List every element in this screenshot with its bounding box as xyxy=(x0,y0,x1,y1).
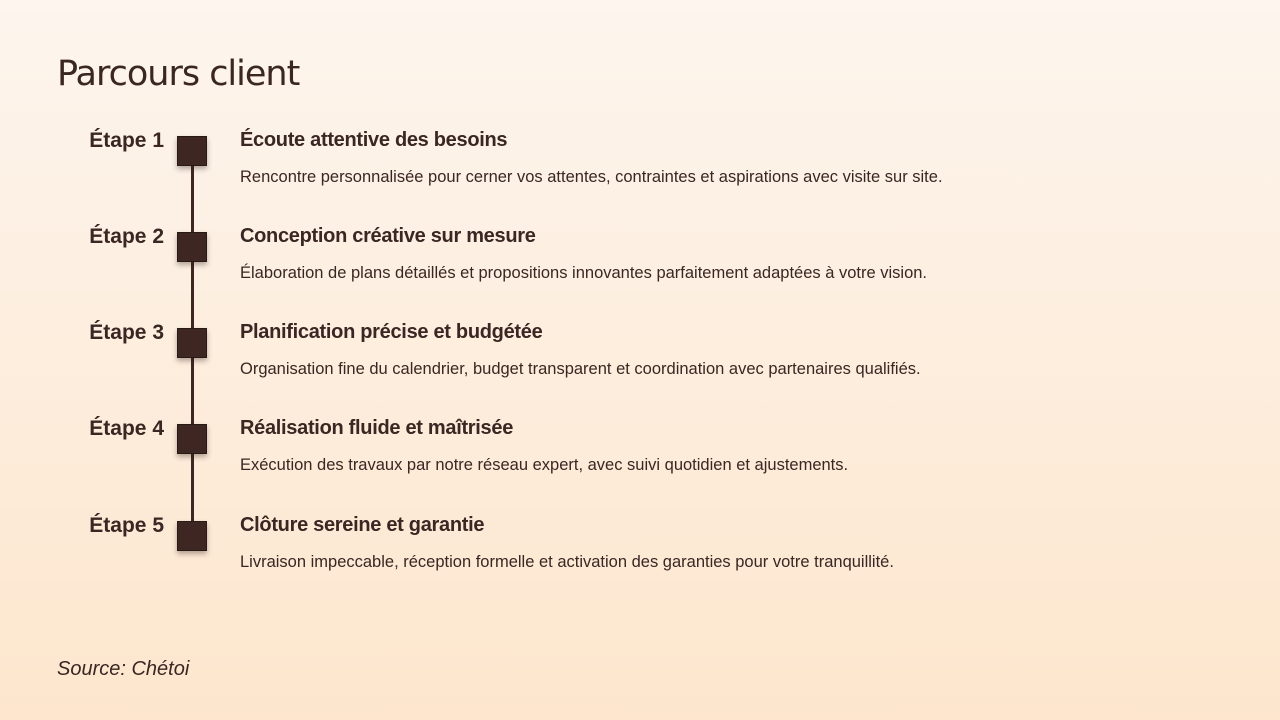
step-description: Exécution des travaux par notre réseau expert, avec suivi quotidien et ajustements. xyxy=(240,456,849,474)
timeline-step-4 xyxy=(0,416,1280,512)
step-marker xyxy=(177,232,207,262)
step-marker xyxy=(177,328,207,358)
step-marker xyxy=(177,521,207,551)
step-label: Étape 1 xyxy=(89,129,164,152)
step-title: Clôture sereine et garantie xyxy=(240,514,485,536)
timeline-step-5 xyxy=(0,513,1280,609)
timeline-step-2 xyxy=(0,224,1280,320)
step-title: Écoute attentive des besoins xyxy=(240,129,508,151)
step-description: Rencontre personnalisée pour cerner vos attentes, contraintes et aspirations avec visite sur site. xyxy=(240,168,943,186)
step-label: Étape 2 xyxy=(89,225,164,248)
step-description: Organisation fine du calendrier, budget transparent et coordination avec partenaires qualifiés. xyxy=(240,360,921,378)
step-label: Étape 3 xyxy=(89,321,164,344)
step-description: Élaboration de plans détaillés et propositions innovantes parfaitement adaptées à votre vision. xyxy=(240,264,928,282)
timeline-step-1 xyxy=(0,128,1280,224)
step-marker xyxy=(177,424,207,454)
step-label: Étape 5 xyxy=(89,514,164,537)
timeline-step-3 xyxy=(0,320,1280,416)
step-marker xyxy=(177,136,207,166)
step-label: Étape 4 xyxy=(89,417,164,440)
step-title: Réalisation fluide et maîtrisée xyxy=(240,417,514,439)
step-description: Livraison impeccable, réception formelle et activation des garanties pour votre tranquillité. xyxy=(240,553,894,571)
step-title: Conception créative sur mesure xyxy=(240,225,536,247)
source-note: Source: Chétoi xyxy=(57,658,190,680)
page-title: Parcours client xyxy=(57,54,300,94)
step-title: Planification précise et budgétée xyxy=(240,321,543,343)
